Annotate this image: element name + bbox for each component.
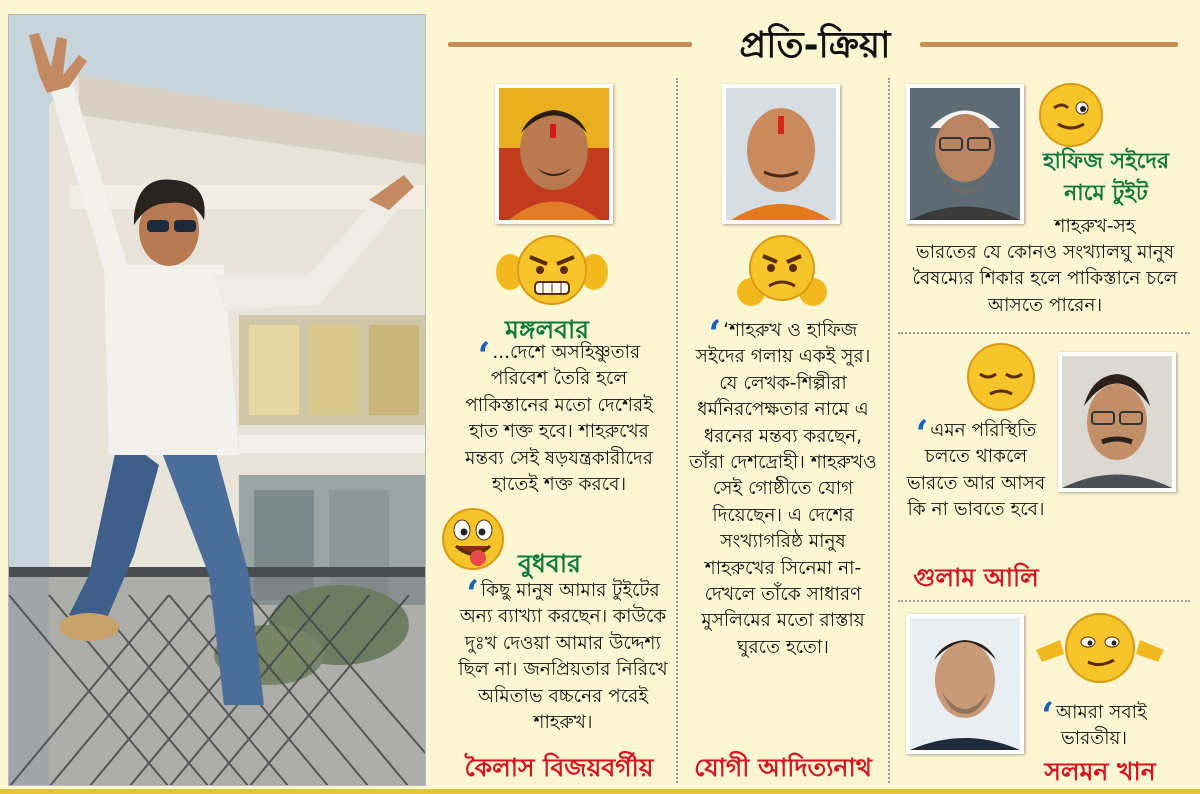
hafiz-headline-line1: হাফিজ সইদের	[1042, 149, 1170, 174]
kailash-day2-label: বুধবার	[518, 549, 581, 578]
quote-mark-icon: ‘	[466, 573, 479, 615]
ghulam-name: গুলাম আলি	[913, 563, 1039, 592]
quote-mark-icon: ‘	[708, 313, 722, 355]
hafiz-text: ভারতের যে কোনও সংখ্যালঘু মানুষ বৈষম্যের শিকার হলে পাকিস্তানে চলে আসতে পারেন।	[912, 242, 1178, 316]
row-divider-1	[898, 332, 1190, 334]
salman-quote-text: আমরা সবাই ভারতীয়।	[1055, 702, 1147, 750]
kailash-name: কৈলাস বিজয়বর্গীয়	[464, 753, 654, 782]
hafiz-headline-line2: নামে টুইট	[1064, 181, 1148, 206]
salman-name: সলমন খান	[1044, 757, 1156, 786]
smirk-emoji-icon	[1034, 610, 1166, 686]
salman-quote	[1028, 695, 1160, 753]
yogi-name: যোগী আদিত্যনাথ	[694, 753, 872, 782]
ghulam-quote	[900, 413, 1052, 524]
angry-emoji-icon	[495, 232, 609, 308]
quote-mark-icon: ‘	[477, 335, 491, 377]
tongue-emoji-icon	[440, 506, 506, 572]
ghulam-portrait	[1058, 352, 1176, 492]
kailash-day-label: মঙ্গলবার	[505, 315, 590, 344]
kailash-quote2-text: কিছু মানুষ আমার টুইটের অন্য ব্যাখ্যা করছেন। কাউকে দুঃখ দেওয়া আমার উদ্দেশ্য ছিল না। জনপ্রিয়তার নিরিখে অমিতাভ বচ্চনের পরেই শাহরুখ।	[458, 580, 668, 734]
yogi-quote	[686, 313, 880, 661]
salman-portrait	[906, 614, 1024, 754]
frowning-emoji-icon	[733, 232, 831, 310]
shahrukh-photo	[8, 14, 426, 786]
hafiz-portrait	[906, 84, 1024, 224]
kailash-portrait	[495, 84, 613, 224]
yogi-quote-text: ‘শাহরুখ ও হাফিজ সইদের গলায় একই সুর। যে লেখক-শিল্পীরা ধর্মনিরপেক্ষতার নামে এ ধরনের মন্তব্য করছেন, তাঁরা দেশদ্রোহী। শাহরুখও সেই গোষ্ঠীতে যোগ দিয়েছেন। এ দেশের সংখ্যাগরিষ্ঠ মানুষ শাহরুখের সিনেমা না-দেখলে তাঁকে সাধারণ মুসলিমের মতো রাস্তায় ঘুরতে হতো।	[689, 320, 877, 658]
page-title-text: প্রতি-ক্রিয়া	[721, 25, 908, 66]
page-title	[430, 18, 1200, 78]
yogi-portrait	[722, 84, 840, 224]
ghulam-quote-text: এমন পরিস্থিতি চলতে থাকলে ভারতে আর আসব কি না ভাবতে হবে।	[906, 420, 1046, 521]
column-divider-2	[888, 78, 890, 783]
hafiz-text-line1: শাহরুখ-সহ	[1054, 216, 1136, 237]
sad-emoji-icon	[964, 340, 1038, 414]
hafiz-headline	[1032, 146, 1180, 210]
wink-emoji-icon	[1036, 80, 1106, 150]
kailash-quote-text: ...দেশে অসহিষ্ণুতার পরিবেশ তৈরি হলে পাকিস্তানের মতো দেশেরই হাত শক্ত হবে। শাহরুখের মন্তব্য সেই ষড়যন্ত্রকারীদের হাতেই শক্ত করবে।	[465, 342, 653, 496]
kailash-quote	[448, 335, 670, 498]
kailash-quote2	[448, 573, 678, 736]
bottom-band	[0, 789, 1200, 794]
quote-mark-icon: ‘	[915, 413, 929, 455]
quote-mark-icon: ‘	[1041, 695, 1054, 737]
